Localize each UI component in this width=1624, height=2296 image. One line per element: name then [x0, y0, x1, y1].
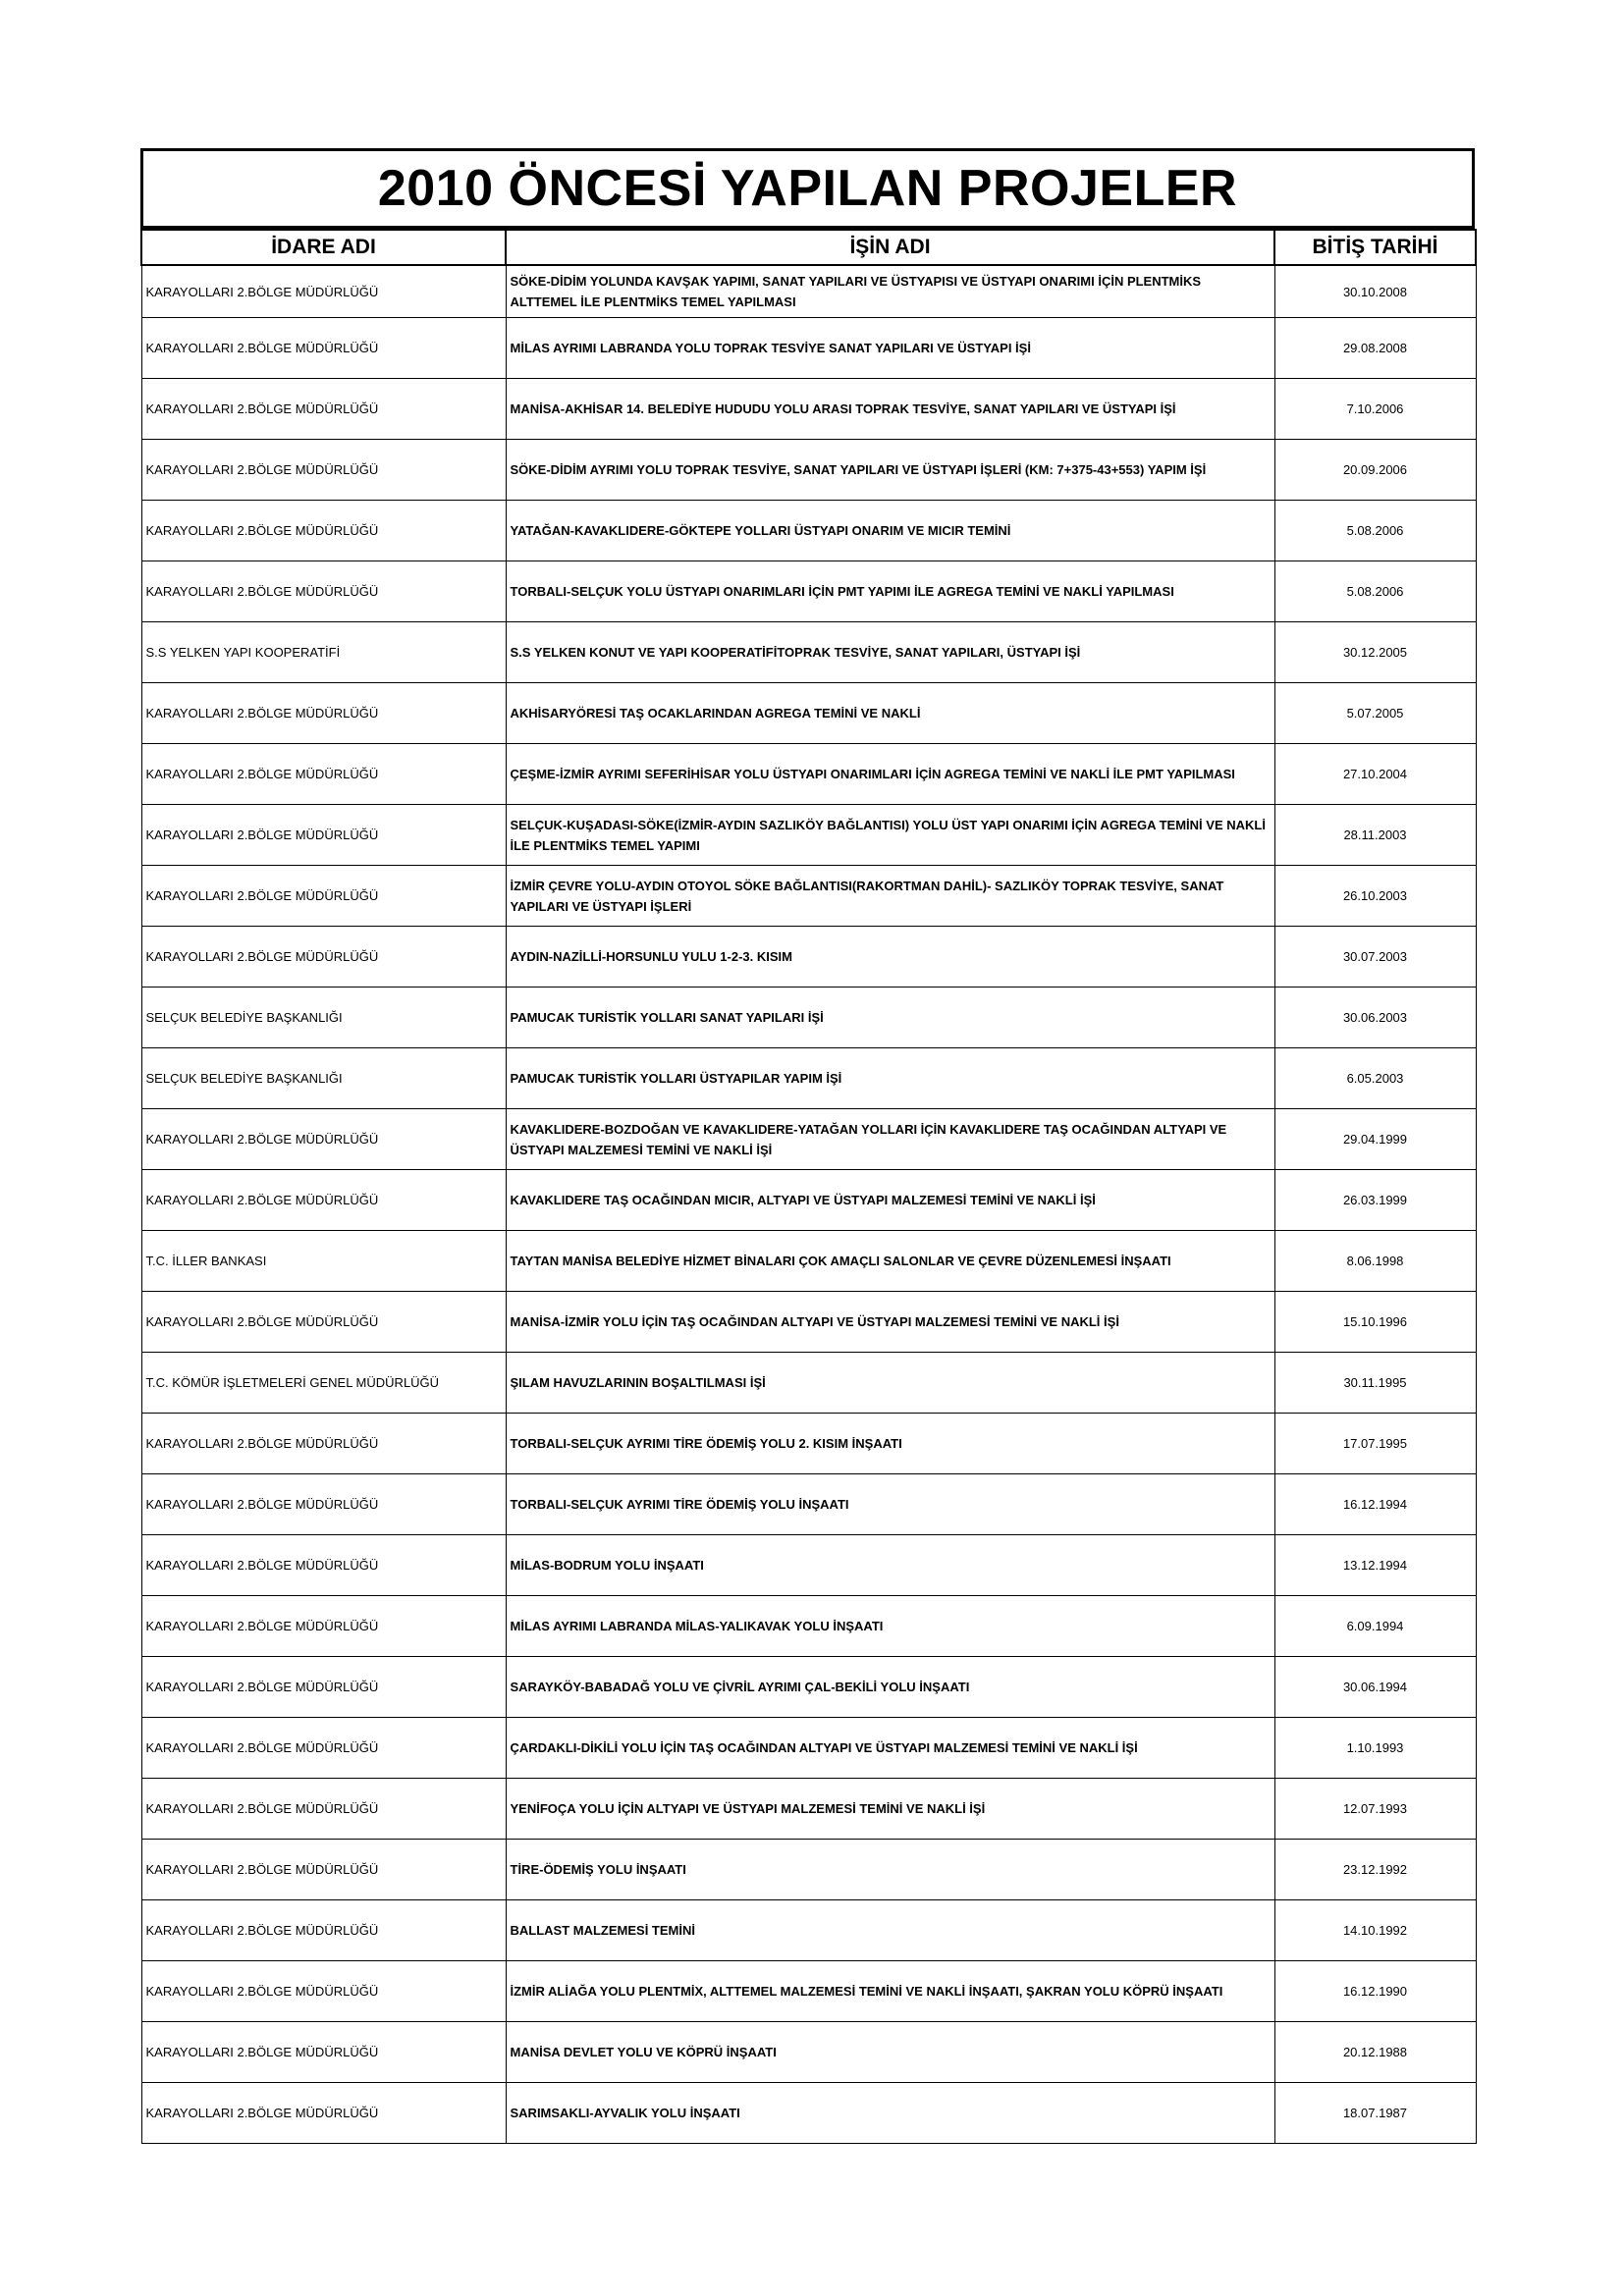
idare-cell: KARAYOLLARI 2.BÖLGE MÜDÜRLÜĞÜ — [141, 1414, 506, 1474]
table-row — [141, 1779, 1476, 1840]
isin-cell: AKHİSARYÖRESİ TAŞ OCAKLARINDAN AGREGA TEMİNİ VE NAKLİ — [506, 683, 1274, 744]
idare-cell: KARAYOLLARI 2.BÖLGE MÜDÜRLÜĞÜ — [141, 1170, 506, 1231]
table-row — [141, 866, 1476, 927]
idare-cell: S.S YELKEN YAPI KOOPERATİFİ — [141, 622, 506, 683]
tarih-cell: 12.07.1993 — [1274, 1779, 1476, 1840]
table-row — [141, 1414, 1476, 1474]
idare-cell: KARAYOLLARI 2.BÖLGE MÜDÜRLÜĞÜ — [141, 561, 506, 622]
table-row — [141, 805, 1476, 866]
isin-cell: MANİSA-İZMİR YOLU İÇİN TAŞ OCAĞINDAN ALTYAPI VE ÜSTYAPI MALZEMESİ TEMİNİ VE NAKLİ İŞİ — [506, 1292, 1274, 1353]
table-row — [141, 683, 1476, 744]
tarih-cell: 8.06.1998 — [1274, 1231, 1476, 1292]
tarih-cell: 6.05.2003 — [1274, 1048, 1476, 1109]
idare-cell: KARAYOLLARI 2.BÖLGE MÜDÜRLÜĞÜ — [141, 1292, 506, 1353]
table-row — [141, 1596, 1476, 1657]
idare-cell: KARAYOLLARI 2.BÖLGE MÜDÜRLÜĞÜ — [141, 2083, 506, 2144]
idare-cell: KARAYOLLARI 2.BÖLGE MÜDÜRLÜĞÜ — [141, 1718, 506, 1779]
idare-cell: KARAYOLLARI 2.BÖLGE MÜDÜRLÜĞÜ — [141, 866, 506, 927]
isin-cell: İZMİR ÇEVRE YOLU-AYDIN OTOYOL SÖKE BAĞLANTISI(RAKORTMAN DAHİL)- SAZLIKÖY TOPRAK TESVİYE, SANAT YAPILARI VE ÜSTYAPI İŞLERİ — [506, 866, 1274, 927]
tarih-cell: 30.06.2003 — [1274, 988, 1476, 1048]
table-row — [141, 1535, 1476, 1596]
tarih-cell: 29.08.2008 — [1274, 318, 1476, 379]
title-box — [140, 148, 1475, 229]
isin-cell: PAMUCAK TURİSTİK YOLLARI ÜSTYAPILAR YAPIM İŞİ — [506, 1048, 1274, 1109]
isin-cell: SÖKE-DİDİM AYRIMI YOLU TOPRAK TESVİYE, SANAT YAPILARI VE ÜSTYAPI İŞLERİ (KM: 7+375-43+553) YAPIM İŞİ — [506, 440, 1274, 501]
tarih-cell: 14.10.1992 — [1274, 1900, 1476, 1961]
idare-cell: KARAYOLLARI 2.BÖLGE MÜDÜRLÜĞÜ — [141, 265, 506, 318]
tarih-cell: 28.11.2003 — [1274, 805, 1476, 866]
table-row — [141, 1840, 1476, 1900]
tarih-cell: 7.10.2006 — [1274, 379, 1476, 440]
idare-cell: KARAYOLLARI 2.BÖLGE MÜDÜRLÜĞÜ — [141, 805, 506, 866]
table-row — [141, 1900, 1476, 1961]
isin-cell: AYDIN-NAZİLLİ-HORSUNLU YULU 1-2-3. KISIM — [506, 927, 1274, 988]
table-row — [141, 1109, 1476, 1170]
isin-cell: MANİSA-AKHİSAR 14. BELEDİYE HUDUDU YOLU ARASI TOPRAK TESVİYE, SANAT YAPILARI VE ÜSTYAPI İŞİ — [506, 379, 1274, 440]
isin-cell: MİLAS-BODRUM YOLU İNŞAATI — [506, 1535, 1274, 1596]
isin-cell: ÇARDAKLI-DİKİLİ YOLU İÇİN TAŞ OCAĞINDAN ALTYAPI VE ÜSTYAPI MALZEMESİ TEMİNİ VE NAKLİ İŞİ — [506, 1718, 1274, 1779]
isin-cell: PAMUCAK TURİSTİK YOLLARI SANAT YAPILARI İŞİ — [506, 988, 1274, 1048]
tarih-cell: 5.08.2006 — [1274, 561, 1476, 622]
isin-cell: İZMİR ALİAĞA YOLU PLENTMİX, ALTTEMEL MALZEMESİ TEMİNİ VE NAKLİ İNŞAATI, ŞAKRAN YOLU KÖPRÜ İNŞAATI — [506, 1961, 1274, 2022]
projects-table — [140, 229, 1477, 2144]
isin-cell: YATAĞAN-KAVAKLIDERE-GÖKTEPE YOLLARI ÜSTYAPI ONARIM VE MICIR TEMİNİ — [506, 501, 1274, 561]
column-header-idare: İDARE ADI — [141, 230, 506, 265]
idare-cell: KARAYOLLARI 2.BÖLGE MÜDÜRLÜĞÜ — [141, 440, 506, 501]
idare-cell: KARAYOLLARI 2.BÖLGE MÜDÜRLÜĞÜ — [141, 1961, 506, 2022]
tarih-cell: 30.12.2005 — [1274, 622, 1476, 683]
table-header — [141, 230, 1476, 265]
idare-cell: KARAYOLLARI 2.BÖLGE MÜDÜRLÜĞÜ — [141, 744, 506, 805]
table-row — [141, 1170, 1476, 1231]
table-row — [141, 1292, 1476, 1353]
tarih-cell: 6.09.1994 — [1274, 1596, 1476, 1657]
column-header-isin: İŞİN ADI — [506, 230, 1274, 265]
table-body — [141, 265, 1476, 2144]
tarih-cell: 5.07.2005 — [1274, 683, 1476, 744]
idare-cell: KARAYOLLARI 2.BÖLGE MÜDÜRLÜĞÜ — [141, 683, 506, 744]
tarih-cell: 5.08.2006 — [1274, 501, 1476, 561]
idare-cell: KARAYOLLARI 2.BÖLGE MÜDÜRLÜĞÜ — [141, 1474, 506, 1535]
table-row — [141, 379, 1476, 440]
idare-cell: SELÇUK BELEDİYE BAŞKANLIĞI — [141, 988, 506, 1048]
tarih-cell: 20.12.1988 — [1274, 2022, 1476, 2083]
table-row — [141, 1718, 1476, 1779]
idare-cell: KARAYOLLARI 2.BÖLGE MÜDÜRLÜĞÜ — [141, 1596, 506, 1657]
isin-cell: SARIMSAKLI-AYVALIK YOLU İNŞAATI — [506, 2083, 1274, 2144]
tarih-cell: 23.12.1992 — [1274, 1840, 1476, 1900]
table-row — [141, 561, 1476, 622]
table-row — [141, 265, 1476, 318]
idare-cell: T.C. İLLER BANKASI — [141, 1231, 506, 1292]
table-row — [141, 501, 1476, 561]
isin-cell: TİRE-ÖDEMİŞ YOLU İNŞAATI — [506, 1840, 1274, 1900]
idare-cell: KARAYOLLARI 2.BÖLGE MÜDÜRLÜĞÜ — [141, 1535, 506, 1596]
tarih-cell: 18.07.1987 — [1274, 2083, 1476, 2144]
idare-cell: KARAYOLLARI 2.BÖLGE MÜDÜRLÜĞÜ — [141, 1109, 506, 1170]
table-row — [141, 2022, 1476, 2083]
isin-cell: BALLAST MALZEMESİ TEMİNİ — [506, 1900, 1274, 1961]
tarih-cell: 16.12.1994 — [1274, 1474, 1476, 1535]
idare-cell: SELÇUK BELEDİYE BAŞKANLIĞI — [141, 1048, 506, 1109]
idare-cell: KARAYOLLARI 2.BÖLGE MÜDÜRLÜĞÜ — [141, 1900, 506, 1961]
idare-cell: KARAYOLLARI 2.BÖLGE MÜDÜRLÜĞÜ — [141, 501, 506, 561]
idare-cell: T.C. KÖMÜR İŞLETMELERİ GENEL MÜDÜRLÜĞÜ — [141, 1353, 506, 1414]
tarih-cell: 30.10.2008 — [1274, 265, 1476, 318]
table-row — [141, 1353, 1476, 1414]
tarih-cell: 26.10.2003 — [1274, 866, 1476, 927]
isin-cell: SARAYKÖY-BABADAĞ YOLU VE ÇİVRİL AYRIMI ÇAL-BEKİLİ YOLU İNŞAATI — [506, 1657, 1274, 1718]
isin-cell: SELÇUK-KUŞADASI-SÖKE(İZMİR-AYDIN SAZLIKÖY BAĞLANTISI) YOLU ÜST YAPI ONARIMI İÇİN AGREGA TEMİNİ VE NAKLİ İLE PLENTMİKS TEMEL YAPIMI — [506, 805, 1274, 866]
isin-cell: KAVAKLIDERE-BOZDOĞAN VE KAVAKLIDERE-YATAĞAN YOLLARI İÇİN KAVAKLIDERE TAŞ OCAĞINDAN ALTYAPI VE ÜSTYAPI MALZEMESİ TEMİNİ VE NAKLİ İŞİ — [506, 1109, 1274, 1170]
isin-cell: ÇEŞME-İZMİR AYRIMI SEFERİHİSAR YOLU ÜSTYAPI ONARIMLARI İÇİN AGREGA TEMİNİ VE NAKLİ İLE PMT YAPILMASI — [506, 744, 1274, 805]
isin-cell: TAYTAN MANİSA BELEDİYE HİZMET BİNALARI ÇOK AMAÇLI SALONLAR VE ÇEVRE DÜZENLEMESİ İNŞAATI — [506, 1231, 1274, 1292]
isin-cell: TORBALI-SELÇUK AYRIMI TİRE ÖDEMİŞ YOLU 2. KISIM İNŞAATI — [506, 1414, 1274, 1474]
tarih-cell: 30.07.2003 — [1274, 927, 1476, 988]
isin-cell: ŞILAM HAVUZLARININ BOŞALTILMASI İŞİ — [506, 1353, 1274, 1414]
tarih-cell: 16.12.1990 — [1274, 1961, 1476, 2022]
header-row — [141, 230, 1476, 265]
tarih-cell: 15.10.1996 — [1274, 1292, 1476, 1353]
table-row — [141, 1048, 1476, 1109]
projects-sheet — [140, 148, 1475, 2144]
idare-cell: KARAYOLLARI 2.BÖLGE MÜDÜRLÜĞÜ — [141, 927, 506, 988]
isin-cell: TORBALI-SELÇUK YOLU ÜSTYAPI ONARIMLARI İÇİN PMT YAPIMI İLE AGREGA TEMİNİ VE NAKLİ YAPILMASI — [506, 561, 1274, 622]
tarih-cell: 30.11.1995 — [1274, 1353, 1476, 1414]
tarih-cell: 17.07.1995 — [1274, 1414, 1476, 1474]
idare-cell: KARAYOLLARI 2.BÖLGE MÜDÜRLÜĞÜ — [141, 318, 506, 379]
tarih-cell: 1.10.1993 — [1274, 1718, 1476, 1779]
column-header-tarih: BİTİŞ TARİHİ — [1274, 230, 1476, 265]
table-row — [141, 318, 1476, 379]
isin-cell: SÖKE-DİDİM YOLUNDA KAVŞAK YAPIMI, SANAT YAPILARI VE ÜSTYAPISI VE ÜSTYAPI ONARIMI İÇİN PLENTMİKS ALTTEMEL İLE PLENTMİKS TEMEL YAPILMASI — [506, 265, 1274, 318]
table-row — [141, 2083, 1476, 2144]
tarih-cell: 26.03.1999 — [1274, 1170, 1476, 1231]
tarih-cell: 27.10.2004 — [1274, 744, 1476, 805]
table-row — [141, 1961, 1476, 2022]
tarih-cell: 29.04.1999 — [1274, 1109, 1476, 1170]
idare-cell: KARAYOLLARI 2.BÖLGE MÜDÜRLÜĞÜ — [141, 379, 506, 440]
table-row — [141, 1231, 1476, 1292]
idare-cell: KARAYOLLARI 2.BÖLGE MÜDÜRLÜĞÜ — [141, 1657, 506, 1718]
isin-cell: MANİSA DEVLET YOLU VE KÖPRÜ İNŞAATI — [506, 2022, 1274, 2083]
table-row — [141, 988, 1476, 1048]
page-title: 2010 ÖNCESİ YAPILAN PROJELER — [377, 160, 1238, 217]
table-row — [141, 927, 1476, 988]
tarih-cell: 13.12.1994 — [1274, 1535, 1476, 1596]
table-row — [141, 1474, 1476, 1535]
idare-cell: KARAYOLLARI 2.BÖLGE MÜDÜRLÜĞÜ — [141, 1840, 506, 1900]
idare-cell: KARAYOLLARI 2.BÖLGE MÜDÜRLÜĞÜ — [141, 2022, 506, 2083]
tarih-cell: 20.09.2006 — [1274, 440, 1476, 501]
isin-cell: S.S YELKEN KONUT VE YAPI KOOPERATİFİTOPRAK TESVİYE, SANAT YAPILARI, ÜSTYAPI İŞİ — [506, 622, 1274, 683]
tarih-cell: 30.06.1994 — [1274, 1657, 1476, 1718]
isin-cell: MİLAS AYRIMI LABRANDA YOLU TOPRAK TESVİYE SANAT YAPILARI VE ÜSTYAPI İŞİ — [506, 318, 1274, 379]
isin-cell: MİLAS AYRIMI LABRANDA MİLAS-YALIKAVAK YOLU İNŞAATI — [506, 1596, 1274, 1657]
table-row — [141, 1657, 1476, 1718]
isin-cell: KAVAKLIDERE TAŞ OCAĞINDAN MICIR, ALTYAPI VE ÜSTYAPI MALZEMESİ TEMİNİ VE NAKLİ İŞİ — [506, 1170, 1274, 1231]
table-row — [141, 622, 1476, 683]
isin-cell: TORBALI-SELÇUK AYRIMI TİRE ÖDEMİŞ YOLU İNŞAATI — [506, 1474, 1274, 1535]
table-row — [141, 440, 1476, 501]
table-row — [141, 744, 1476, 805]
isin-cell: YENİFOÇA YOLU İÇİN ALTYAPI VE ÜSTYAPI MALZEMESİ TEMİNİ VE NAKLİ İŞİ — [506, 1779, 1274, 1840]
idare-cell: KARAYOLLARI 2.BÖLGE MÜDÜRLÜĞÜ — [141, 1779, 506, 1840]
